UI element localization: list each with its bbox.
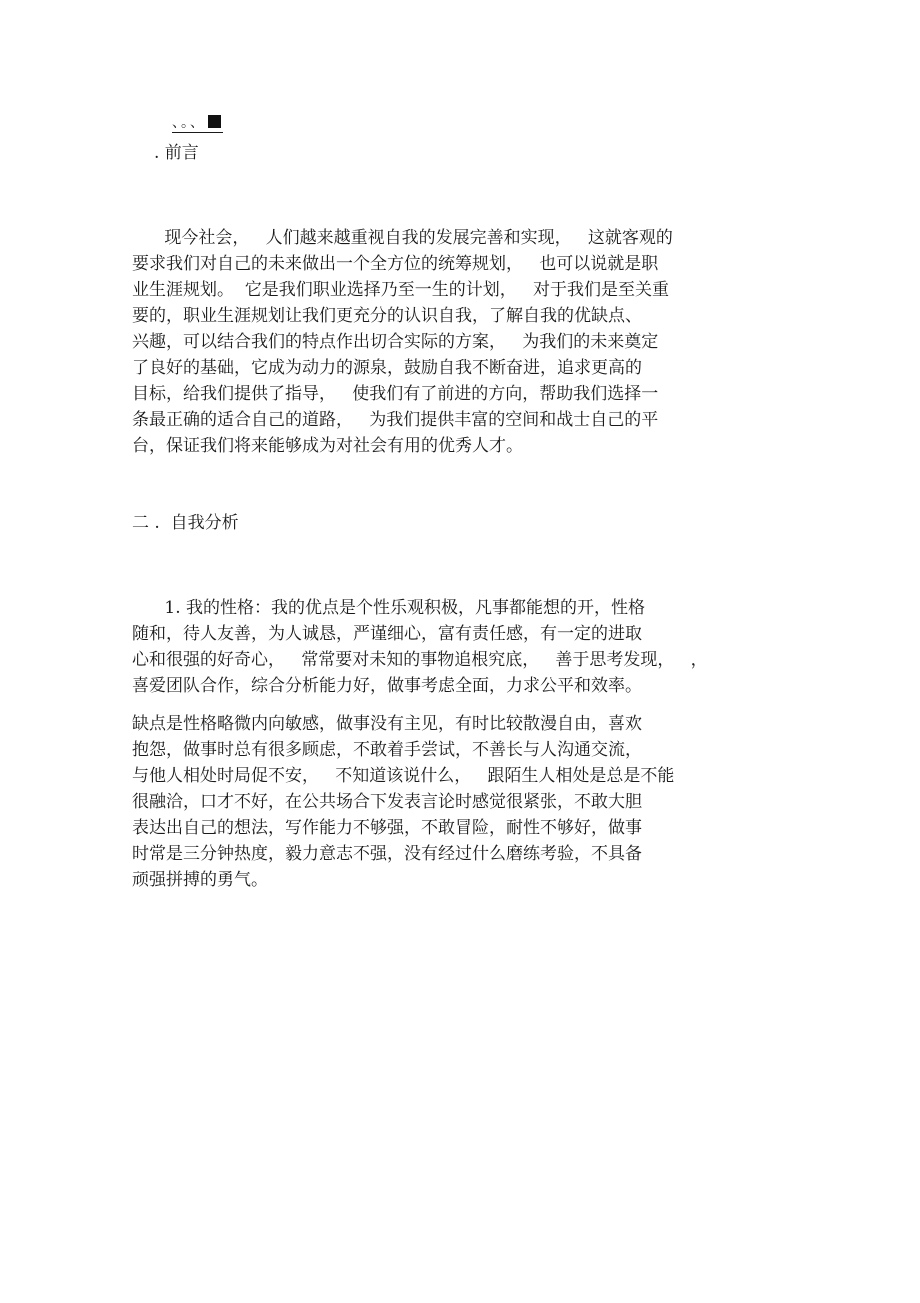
weakness-line-4: 很融洽，口才不好，在公共场合下发表言论时感觉很紧张，不敢大胆 xyxy=(132,792,642,812)
preface-line-5: 兴趣，可以结合我们的特点作出切合实际的方案， 为我们的未来奠定 xyxy=(132,332,659,352)
weakness-line-6: 时常是三分钟热度，毅力意志不强，没有经过什么磨练考验，不具备 xyxy=(132,844,642,864)
preface-line-9: 台，保证我们将来能够成为对社会有用的优秀人才。 xyxy=(132,436,523,456)
weakness-line-1: 缺点是性格略微内向敏感，做事没有主见，有时比较散漫自由，喜欢 xyxy=(132,714,642,734)
personality-line-3: 心和很强的好奇心， 常常要对未知的事物追根究底， 善于思考发现， ， xyxy=(132,650,708,670)
preface-line-8: 条最正确的适合自己的道路， 为我们提供丰富的空间和战士自己的平 xyxy=(132,410,659,430)
weakness-line-3: 与他人相处时局促不安， 不知道该说什么， 跟陌生人相处是总是不能 xyxy=(132,766,675,786)
personality-line-4: 喜爱团队合作，综合分析能力好，做事考虑全面，力求公平和效率。 xyxy=(132,676,642,696)
personality-paragraph xyxy=(132,595,752,699)
preface-line-7: 目标，给我们提供了指导， 使我们有了前进的方向，帮助我们选择一 xyxy=(132,384,659,404)
weakness-line-2: 抱怨，做事时总有很多顾虑，不敢着手尝试，不善长与人沟通交流， xyxy=(132,740,642,760)
personality-line-2: 随和，待人友善，为人诚恳，严谨细心，富有责任感，有一定的进取 xyxy=(132,624,642,644)
self-analysis-heading: 二 . 自我分析 xyxy=(132,513,239,533)
preface-heading: . 前言 xyxy=(154,143,199,163)
preface-line-1: 现今社会， 人们越来越重视自我的发展完善和实现， 这就客观的 xyxy=(132,228,673,248)
preface-paragraph xyxy=(132,225,752,459)
preface-line-6: 了良好的基础，它成为动力的源泉，鼓励自我不断奋进，追求更高的 xyxy=(132,358,642,378)
personality-line-1: 1. 我的性格：我的优点是个性乐观积极，凡事都能想的开，性格 xyxy=(132,598,646,618)
preface-line-4: 要的，职业生涯规划让我们更充分的认识自我，了解自我的优缺点、 xyxy=(132,306,642,326)
preface-line-3: 业生涯规划。 它是我们职业选择乃至一生的计划， 对于我们是至关重 xyxy=(132,280,670,300)
black-square-icon xyxy=(208,115,221,128)
top-marks xyxy=(172,114,223,133)
top-marks-text: 、。、 xyxy=(172,115,206,131)
preface-line-2: 要求我们对自己的未来做出一个全方位的统筹规划， 也可以说就是职 xyxy=(132,254,659,274)
weakness-line-7: 顽强拼搏的勇气。 xyxy=(132,870,268,890)
weakness-paragraph xyxy=(132,711,752,893)
weakness-line-5: 表达出自己的想法，写作能力不够强，不敢冒险，耐性不够好，做事 xyxy=(132,818,642,838)
